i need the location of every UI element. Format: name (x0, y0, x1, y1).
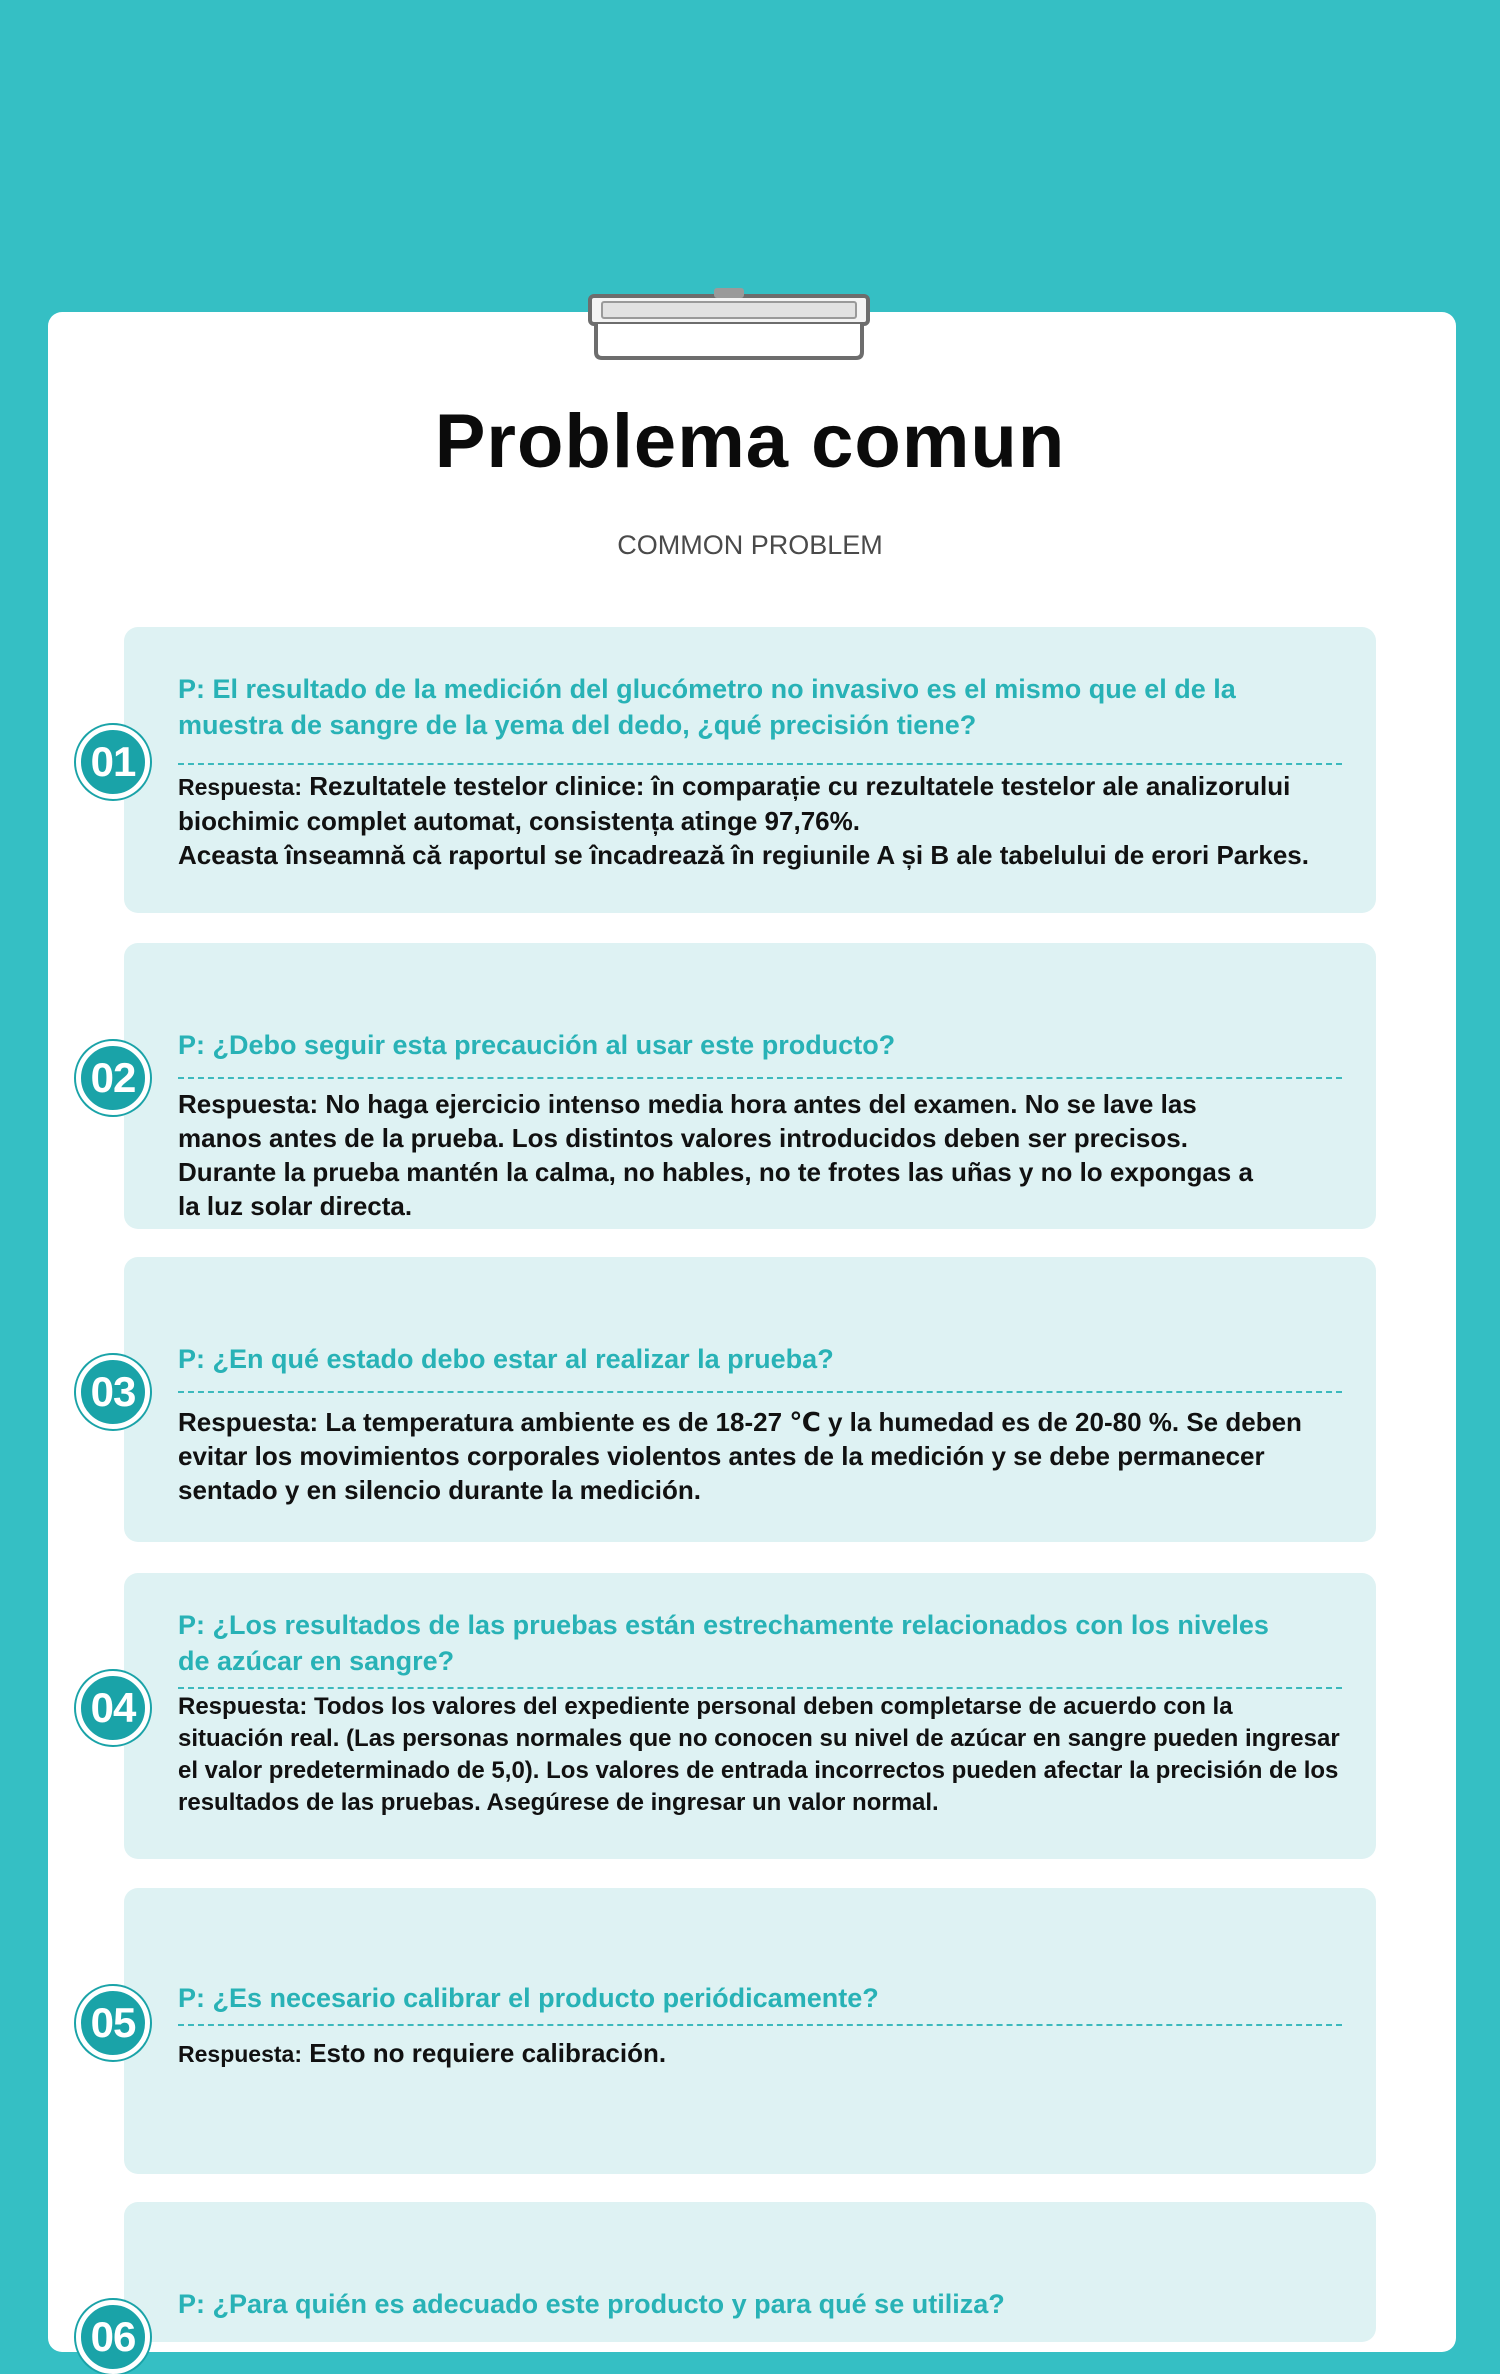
answer-text: Rezultatele testelor clinice: în comparație cu rezultatele testelor ale analizorului biochimic complet automat, consistența atinge 97,76%. (178, 771, 1291, 836)
faq-card-06 (90, 2202, 1376, 2360)
faq-card-04 (90, 1573, 1376, 1859)
answer-text: Esto no requiere calibración. (309, 2038, 667, 2068)
faq-question: P: ¿Los resultados de las pruebas están estrechamente relacionados con los niveles de azúcar en sangre? (178, 1610, 1269, 1676)
dashed-divider (178, 763, 1342, 765)
faq-card-05 (90, 1888, 1376, 2174)
faq-answer (178, 2036, 1342, 2071)
clipboard-clip-icon (586, 282, 872, 362)
number-badge: 05 (76, 1986, 150, 2060)
faq-card-02 (90, 943, 1376, 1229)
dashed-divider (178, 1687, 1342, 1689)
faq-answer (178, 769, 1342, 872)
answer-label: Respuesta: (178, 1089, 319, 1119)
number-badge: 02 (76, 1041, 150, 1115)
faq-question: P: ¿Para quién es adecuado este producto y para qué se utiliza? (178, 2289, 1005, 2319)
dashed-divider (178, 2024, 1342, 2026)
faq-card-01 (90, 627, 1376, 913)
dashed-divider (178, 1077, 1342, 1079)
faq-question: P: El resultado de la medición del glucómetro no invasivo es el mismo que el de la muestra de sangre de la yema del dedo, ¿qué precisión tiene? (178, 674, 1236, 740)
faq-card-03 (90, 1257, 1376, 1542)
number-badge: 04 (76, 1671, 150, 1745)
page-subtitle: COMMON PROBLEM (617, 530, 883, 560)
faq-answer (178, 1405, 1342, 1507)
answer-label: Respuesta: (178, 774, 302, 800)
dashed-divider (178, 1391, 1342, 1393)
number-badge: 01 (76, 725, 150, 799)
faq-question: P: ¿En qué estado debo estar al realizar la prueba? (178, 1344, 834, 1374)
number-badge: 06 (76, 2300, 150, 2374)
answer-label: Respuesta: (178, 2041, 302, 2067)
answer-text: No haga ejercicio intenso media hora antes del examen. No se lave las manos antes de la prueba. Los distintos valores introducidos deben ser precisos. Durante la prueba mantén la calma, no hables, no te frotes las uñas y no lo expongas a la luz solar directa. (178, 1089, 1253, 1221)
faq-question: P: ¿Debo seguir esta precaución al usar este producto? (178, 1030, 896, 1060)
faq-answer (178, 1087, 1266, 1223)
answer-text: Todos los valores del expediente personal deben completarse de acuerdo con la situación real. (Las personas normales que no conocen su nivel de azúcar en sangre pueden ingresar el valor predeterminado de 5,0). Los valores de entrada incorrectos pueden afectar la precisión de los resultados de las pruebas. Asegúrese de ingresar un valor normal. (178, 1693, 1340, 1816)
number-badge: 03 (76, 1355, 150, 1429)
answer-label: Respuesta: (178, 1693, 308, 1720)
answer-label: Respuesta: (178, 1407, 319, 1437)
page-title: Problema comun (434, 399, 1066, 484)
faq-question: P: ¿Es necesario calibrar el producto periódicamente? (178, 1983, 879, 2013)
answer-extra-text: Aceasta înseamnă că raportul se încadrează în regiunile A și B ale tabelului de erori Parkes. (178, 840, 1309, 870)
answer-text: La temperatura ambiente es de 18-27 ℃ y la humedad es de 20-80 %. Se deben evitar los movimientos corporales violentos antes de la medición y se debe permanecer sentado y en silencio durante la medición. (178, 1407, 1302, 1505)
faq-answer (178, 1691, 1342, 1819)
